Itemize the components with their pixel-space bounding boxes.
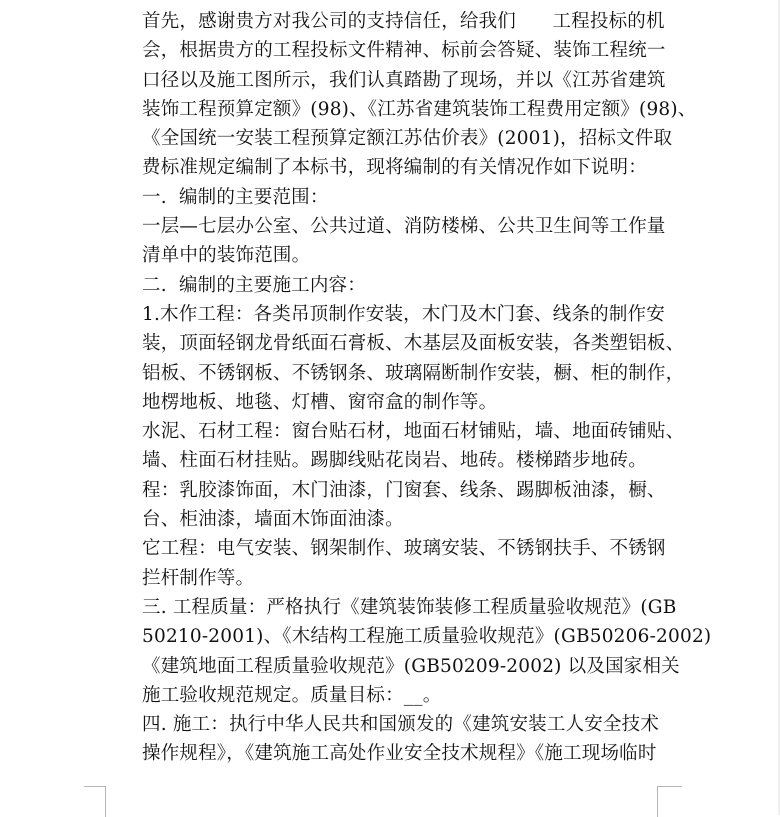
text-line: 程：乳胶漆饰面，木门油漆，门窗套、线条、踢脚板油漆，橱、 xyxy=(142,479,666,501)
text-line: 装，顶面轻钢龙骨纸面石膏板、木基层及面板安装，各类塑铝板、 xyxy=(142,333,685,355)
text-line: 一层—七层办公室、公共过道、消防楼梯、公共卫生间等工作量 xyxy=(142,216,666,238)
text-line: 50210-2001)、《木结构工程施工质量验收规范》(GB50206-2002) xyxy=(142,626,712,648)
document-body[interactable] xyxy=(142,7,712,769)
text-line: 铝板、不锈钢板、不锈钢条、玻璃隔断制作安装，橱、柜的制作， xyxy=(142,362,685,384)
text-line: 操作规程》，《建筑施工高处作业安全技术规程》《施工现场临时 xyxy=(142,743,657,765)
section-heading: 三. 工程质量：严格执行《建筑装饰装修工程质量验收规范》(GB xyxy=(142,596,677,618)
page-corner-mark-right xyxy=(657,786,682,817)
text-line: 首先，感谢贵方对我公司的支持信任，给我们 工程投标的机 xyxy=(142,11,665,32)
text-line: 会，根据贵方的工程投标文件精神、标前会答疑、装饰工程统一 xyxy=(142,40,666,62)
text-line: 装饰工程预算定额》(98)、《江苏省建筑装饰工程费用定额》(98)、 xyxy=(142,98,697,120)
page-corner-mark-left xyxy=(84,786,106,817)
section-heading: 二. 编制的主要施工内容： xyxy=(142,274,366,296)
text-line: 施工验收规范规定。质量目标：__。 xyxy=(142,684,442,706)
text-line: 墙、柱面石材挂贴。踢脚线贴花岗岩、地砖。楼梯踏步地砖。 xyxy=(142,450,647,472)
text-line: 它工程：电气安装、钢架制作、玻璃安装、不锈钢扶手、不锈钢 xyxy=(142,538,666,560)
text-line: 地楞地板、地毯、灯槽、窗帘盒的制作等。 xyxy=(142,391,498,413)
text-line: 口径以及施工图所示，我们认真踏勘了现场，并以《江苏省建筑 xyxy=(142,69,666,91)
text-line: 拦杆制作等。 xyxy=(142,567,255,589)
text-line: 费标准规定编制了本标书，现将编制的有关情况作如下说明： xyxy=(142,157,647,179)
section-heading: 一. 编制的主要范围： xyxy=(142,186,329,208)
text-line: 1.木作工程：各类吊顶制作安装，木门及木门套、线条的制作安 xyxy=(142,303,665,325)
text-line: 水泥、石材工程：窗台贴石材，地面石材铺贴，墙、地面砖铺贴、 xyxy=(142,421,685,443)
text-line: 清单中的装饰范围。 xyxy=(142,245,311,267)
text-line: 《全国统一安装工程预算定额江苏估价表》(2001)，招标文件取 xyxy=(142,128,673,150)
text-line: 台、柜油漆，墙面木饰面油漆。 xyxy=(142,509,404,531)
section-heading: 四. 施工：执行中华人民共和国颁发的《建筑安装工人安全技术 xyxy=(142,714,660,736)
text-line: 《建筑地面工程质量验收规范》(GB50209-2002) 以及国家相关 xyxy=(142,655,680,677)
